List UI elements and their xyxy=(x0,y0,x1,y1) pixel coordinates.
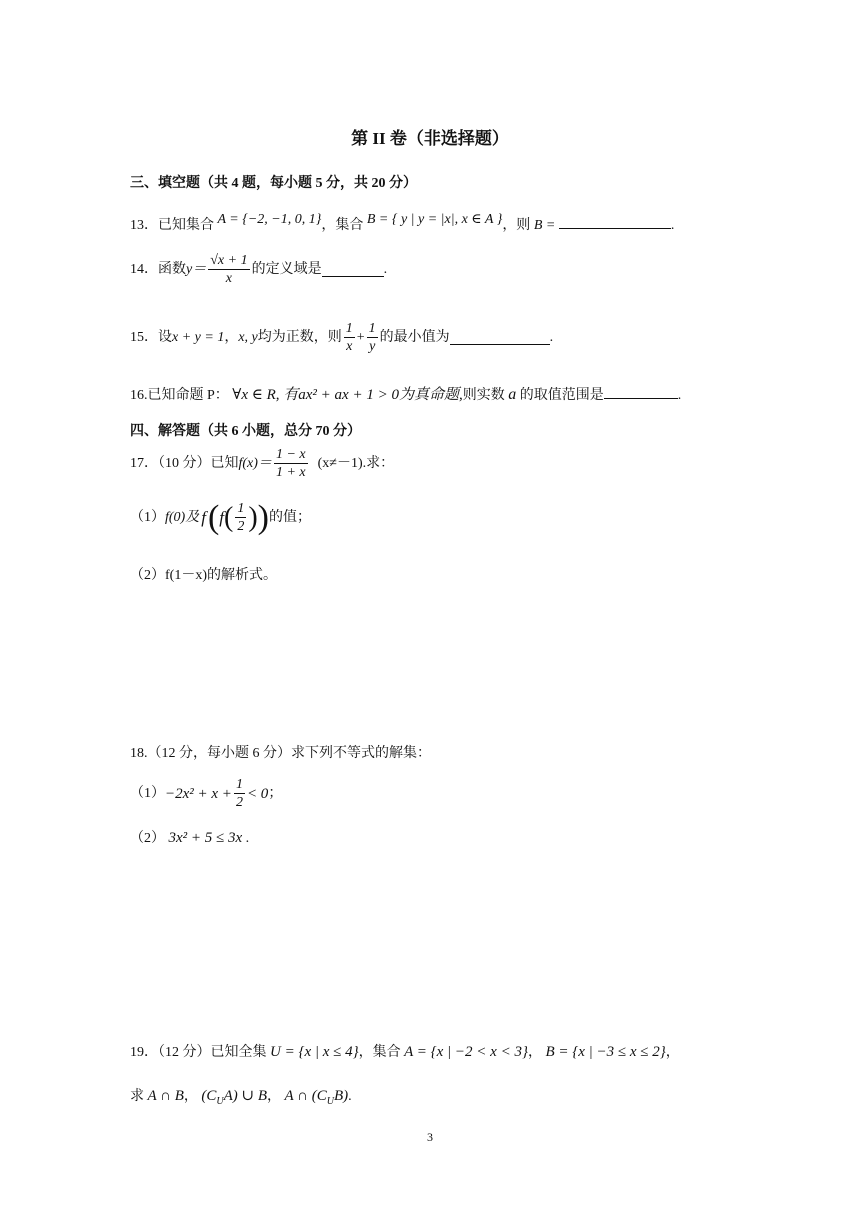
question-number: 16. xyxy=(130,388,148,403)
set-a-expression: A = {−2, −1, 0, 1} xyxy=(217,212,322,227)
denominator: 1 + x xyxy=(275,465,306,480)
left-paren-icon: ( xyxy=(207,498,220,536)
answer-blank[interactable] xyxy=(604,384,678,399)
denominator: 2 xyxy=(235,795,243,810)
set-b: B = {x | −3 ≤ x ≤ 2} xyxy=(545,1044,666,1060)
page-number: 3 xyxy=(427,1130,433,1144)
question-19 xyxy=(130,1042,680,1063)
question-text: 设 xyxy=(158,329,172,345)
variables: x, y xyxy=(238,329,258,345)
universal-set: U = {x | x ≤ 4} xyxy=(270,1044,359,1060)
end-mark: . xyxy=(670,218,675,233)
intersection-expression: A ∩ B xyxy=(147,1088,184,1104)
question-number: 15． xyxy=(130,329,158,345)
right-paren-icon: ) xyxy=(248,501,258,533)
question-text: 19．（12 分）已知全集 xyxy=(130,1045,267,1060)
answer-prefix: B = xyxy=(533,218,556,233)
plus-sign: + xyxy=(356,329,365,345)
section-heading-fill-blank: 三、填空题（共 4 题，每小题 5 分，共 20 分） xyxy=(130,176,417,191)
part-text: 的值； xyxy=(269,509,311,525)
inequality-expression: −2x² + x + xyxy=(165,785,232,802)
function-name: f(x)＝ xyxy=(238,455,272,471)
inequality-expression: 3x² + 5 ≤ 3x xyxy=(168,830,243,846)
question-15 xyxy=(130,320,553,355)
question-text: 17．（10 分）已知 xyxy=(130,455,239,471)
answer-blank[interactable] xyxy=(559,214,671,229)
f-symbol: f xyxy=(201,507,206,527)
question-17-part-2: （2）f(1－x)的解析式。 xyxy=(130,568,277,583)
question-text: ，集合 xyxy=(321,218,364,233)
fraction xyxy=(208,252,249,287)
part-label: （1） xyxy=(130,509,165,525)
section-heading-solve: 四、解答题（共 6 小题，总分 70 分） xyxy=(130,424,361,439)
fraction-one-over-y xyxy=(367,320,378,355)
denominator: y xyxy=(369,339,376,354)
fraction-one-half xyxy=(235,500,246,535)
set-a: A = {x | −2 < x < 3} xyxy=(404,1044,528,1060)
question-text: ，集合 xyxy=(358,1045,401,1060)
function-name: y＝ xyxy=(186,261,207,277)
left-paren-icon: ( xyxy=(224,501,234,533)
numerator: 1 xyxy=(345,321,353,336)
question-17-part-1 xyxy=(130,500,311,535)
question-text: 求 xyxy=(130,1089,144,1104)
question-text: ， xyxy=(665,1045,680,1060)
part-label: （1） xyxy=(130,785,165,801)
denominator: 2 xyxy=(237,519,245,534)
question-18-part-2 xyxy=(130,828,249,849)
denominator: x xyxy=(225,271,232,286)
numerator: √x + 1 xyxy=(210,253,248,268)
f-symbol: f xyxy=(219,507,225,527)
end-mark: ； xyxy=(268,785,283,801)
question-text: ， xyxy=(527,1045,542,1060)
question-text: 已知命题 P： xyxy=(147,388,229,403)
question-13 xyxy=(130,214,674,236)
fraction xyxy=(274,446,308,481)
end-mark: . xyxy=(348,1089,352,1104)
end-mark: . xyxy=(245,831,250,846)
end-mark: . xyxy=(677,388,682,403)
proposition-expression: ∀x ∈ R, 有ax² + ax + 1 > 0为真命题, xyxy=(232,387,463,403)
complement-union-expression: $(C_UA)$ ∪ B xyxy=(201,1088,268,1107)
variable-a: a xyxy=(508,386,517,403)
question-number: 13． xyxy=(130,218,158,233)
question-text: 的定义域是 xyxy=(251,261,322,277)
question-text: 函数 xyxy=(158,261,186,277)
set-b-expression: B = { y | y = |x|, x ∈ A } xyxy=(366,212,503,227)
question-text: 的取值范围是 xyxy=(519,388,604,403)
part-label: （2） xyxy=(130,831,165,846)
equation: x + y = 1 xyxy=(172,329,225,345)
question-text: 均为正数，则 xyxy=(257,329,342,345)
page-title: 第 II 卷（非选择题） xyxy=(351,129,509,148)
separator: ， xyxy=(183,1089,198,1104)
question-18-part-1 xyxy=(130,776,282,811)
question-14 xyxy=(130,252,387,287)
end-mark: . xyxy=(549,329,554,345)
question-text: 已知集合 xyxy=(158,218,214,233)
numerator: 1 xyxy=(235,777,243,792)
condition: (x≠－1).求： xyxy=(317,455,395,471)
question-text: 则实数 xyxy=(462,388,505,403)
answer-blank[interactable] xyxy=(450,330,550,345)
inequality-tail: < 0 xyxy=(246,785,269,802)
question-text: ， xyxy=(224,329,239,345)
question-18: 18.（12 分，每小题 6 分）求下列不等式的解集： xyxy=(130,746,431,761)
part-text: f(0)及 xyxy=(165,509,200,525)
answer-blank[interactable] xyxy=(322,262,384,277)
question-19-ask xyxy=(130,1086,352,1112)
question-text: 的最小值为 xyxy=(379,329,450,345)
question-17 xyxy=(130,446,394,481)
question-16 xyxy=(130,384,681,406)
question-number: 14． xyxy=(130,261,158,277)
right-paren-icon: ) xyxy=(257,498,269,536)
question-text: ，则 xyxy=(502,218,531,233)
intersection-complement-expression: A ∩ $(C_UB)$ xyxy=(284,1088,349,1107)
denominator: x xyxy=(346,339,353,354)
numerator: 1 − x xyxy=(275,447,306,462)
numerator: 1 xyxy=(237,501,245,516)
end-mark: . xyxy=(383,261,388,277)
numerator: 1 xyxy=(368,321,376,336)
fraction-one-over-x xyxy=(344,320,355,355)
fraction-one-half xyxy=(234,776,245,811)
separator: ， xyxy=(267,1089,282,1104)
